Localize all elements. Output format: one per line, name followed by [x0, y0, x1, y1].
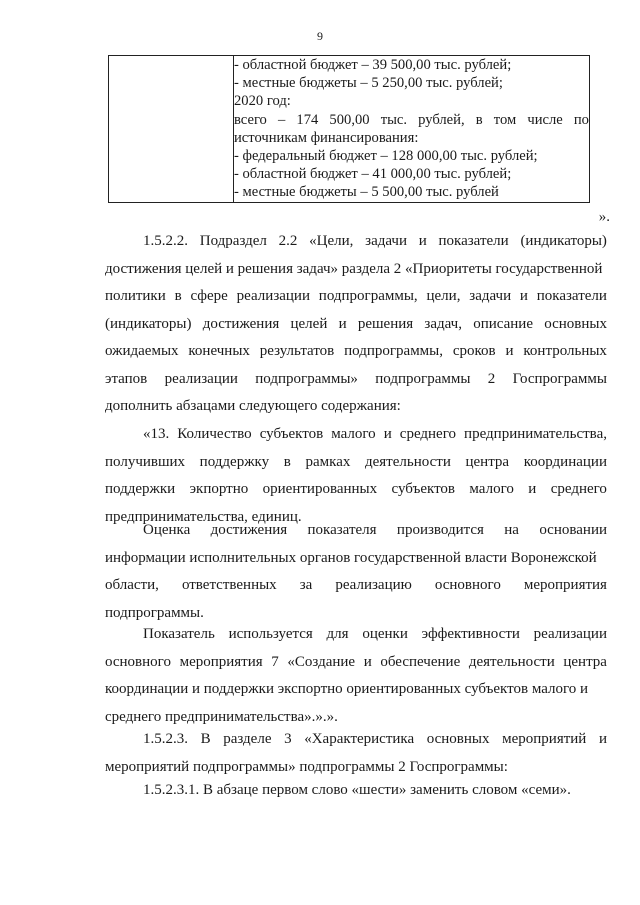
- word: задачи: [469, 288, 512, 304]
- word: центра: [465, 453, 510, 470]
- word: основных: [544, 315, 607, 332]
- word: 2: [487, 370, 496, 387]
- word: реализации: [533, 626, 607, 642]
- table-line: - областной бюджет – 41 000,00 тыс. рублей;: [234, 166, 512, 183]
- table-line: - областной бюджет – 39 500,00 тыс. рублей;: [234, 57, 512, 73]
- word: в: [283, 453, 291, 470]
- word: сфере: [190, 288, 228, 304]
- word: по: [573, 111, 589, 128]
- word: показателя: [307, 522, 377, 538]
- word: малого: [331, 426, 376, 442]
- word: контрольных: [523, 343, 607, 359]
- word: 7: [271, 653, 279, 670]
- word: решения: [357, 315, 414, 332]
- word: малого: [469, 481, 514, 497]
- text-line: мероприятий подпрограммы» подпрограммы 2 Госпрограммы:: [105, 758, 508, 775]
- word: В: [200, 731, 211, 747]
- word: оценки: [362, 626, 408, 642]
- word: координации: [523, 453, 607, 470]
- word: и: [598, 731, 607, 747]
- word: (индикаторы): [105, 315, 192, 332]
- word: области,: [105, 577, 159, 593]
- text-line: дополнить абзацами следующего содержания:: [105, 398, 401, 414]
- word: описание: [473, 315, 533, 332]
- word: Подраздел: [199, 233, 267, 249]
- word: «13.: [143, 426, 170, 442]
- text-line: [105, 449, 607, 477]
- word: результатов: [259, 343, 335, 359]
- paragraph-3: [105, 517, 607, 627]
- word: показатели: [438, 233, 509, 249]
- word: Показатель: [143, 626, 215, 642]
- word: разделе: [223, 731, 272, 747]
- word: «Характеристика: [304, 731, 415, 747]
- word: подпрограммы»: [255, 370, 358, 387]
- text-line: [105, 572, 607, 600]
- word: субъектов: [259, 426, 324, 442]
- word: деятельности: [364, 453, 451, 470]
- text-line: [105, 338, 607, 366]
- word: Госпрограммы: [512, 370, 607, 387]
- word: подпрограммы,: [344, 343, 444, 359]
- word: (индикаторы): [520, 233, 607, 249]
- word: 174: [296, 111, 319, 128]
- word: реализацию: [335, 577, 412, 593]
- word: целей: [290, 315, 328, 332]
- word: ориентированных: [262, 481, 378, 497]
- word: центра: [563, 653, 607, 670]
- word: поддержки: [105, 481, 176, 497]
- paragraph-5: [105, 726, 607, 781]
- word: и: [505, 343, 514, 359]
- word: основного: [105, 653, 171, 670]
- word: ответственных: [181, 577, 277, 593]
- paragraph-2: [105, 421, 607, 531]
- word: рублей,: [418, 111, 465, 128]
- text-line: [105, 283, 607, 311]
- text-line: [105, 421, 607, 449]
- word: мероприятий: [502, 731, 587, 747]
- table-line: источникам финансирования:: [234, 129, 419, 146]
- table-line: - федеральный бюджет – 128 000,00 тыс. рублей;: [234, 148, 538, 165]
- paragraph-6: [105, 777, 607, 805]
- word: реализации: [164, 370, 238, 387]
- text-line: [105, 649, 607, 677]
- word: том: [493, 111, 517, 128]
- word: обеспечение: [380, 653, 461, 670]
- word: и: [338, 315, 347, 332]
- word: подпрограммы,: [318, 288, 418, 304]
- word: поддержку: [199, 453, 270, 470]
- word: конечных: [188, 343, 250, 359]
- word: и: [383, 426, 392, 442]
- word: достижения: [210, 522, 288, 538]
- word: используется: [228, 626, 313, 642]
- word: и: [519, 288, 528, 304]
- word: цели,: [426, 288, 461, 304]
- word: реализации: [236, 288, 310, 304]
- word: задачи: [365, 233, 407, 249]
- word: и: [528, 481, 537, 497]
- table-line: 2020 год:: [234, 93, 291, 110]
- word: достижения: [202, 315, 280, 332]
- word: основании: [539, 522, 607, 538]
- word: –: [277, 111, 286, 128]
- word: и: [418, 233, 427, 249]
- table-line: - местные бюджеты – 5 500,00 тыс. рублей: [234, 184, 499, 201]
- word: 1.5.2.2.: [143, 233, 188, 249]
- text-line: [105, 228, 607, 256]
- word: 2.2: [278, 233, 298, 249]
- word: числе: [527, 111, 563, 128]
- word: за: [299, 577, 313, 593]
- text-line: координации и поддержки экспортно ориентированных субъектов малого и: [105, 681, 589, 697]
- word: политики: [105, 288, 166, 304]
- text-line: 1.5.2.3.1. В абзаце первом слово «шести» заменить словом «семи».: [143, 782, 571, 798]
- table-line: - местные бюджеты – 5 250,00 тыс. рублей;: [234, 75, 503, 92]
- word: эффективности: [421, 626, 520, 642]
- word: 3: [284, 731, 292, 747]
- word: рамках: [305, 453, 351, 470]
- word: производится: [396, 522, 484, 538]
- word: в: [174, 288, 182, 304]
- word: мероприятия: [179, 653, 263, 670]
- paragraph-1: [105, 228, 607, 421]
- text-line: [105, 476, 607, 504]
- word: среднего: [399, 426, 456, 442]
- word: 1.5.2.3.: [143, 731, 188, 747]
- finance-table: [108, 55, 590, 203]
- table-text-cell: [234, 56, 590, 203]
- word: задач,: [424, 315, 462, 332]
- table-empty-cell: [109, 56, 234, 203]
- word: экпортно: [189, 481, 249, 497]
- word: основных: [426, 731, 490, 747]
- text-line: [105, 726, 607, 754]
- word: деятельности: [468, 653, 555, 670]
- text-line: [105, 621, 607, 649]
- word: подпрограммы: [375, 370, 471, 387]
- closing-quote: ».: [598, 209, 610, 225]
- word: для: [326, 626, 349, 642]
- table-line: [234, 111, 589, 129]
- word: основного: [434, 577, 501, 593]
- word: мероприятия: [523, 577, 607, 593]
- page-number: 9: [317, 29, 323, 43]
- word: «Цели,: [309, 233, 354, 249]
- word: ожидаемых: [105, 343, 179, 359]
- word: сроков: [452, 343, 496, 359]
- word: тыс.: [380, 111, 407, 128]
- word: Оценка: [143, 522, 191, 538]
- word: «Создание: [287, 653, 356, 670]
- word: получивших: [105, 453, 186, 470]
- word: и: [363, 653, 372, 670]
- text-line: предпринимательства, единиц.: [105, 508, 302, 525]
- word: Количество: [177, 426, 252, 442]
- text-line: достижения целей и решения задач» раздела 2 «Приоритеты государственной: [105, 260, 603, 277]
- word: среднего: [550, 481, 607, 497]
- word: предпринимательства,: [464, 426, 607, 442]
- text-line: информации исполнительных органов государственной власти Воронежской: [105, 549, 597, 566]
- text-line: [105, 366, 607, 394]
- text-line: подпрограммы.: [105, 604, 204, 621]
- word: 500,00: [329, 111, 370, 128]
- paragraph-4: [105, 621, 607, 731]
- text-line: [105, 517, 607, 545]
- word: всего: [234, 111, 267, 128]
- word: на: [504, 522, 519, 538]
- word: показатели: [536, 288, 607, 304]
- word: в: [475, 111, 483, 128]
- word: этапов: [105, 370, 148, 387]
- text-line: среднего предпринимательства».».».: [105, 708, 338, 725]
- word: субъектов: [391, 481, 456, 497]
- text-line: [105, 311, 607, 339]
